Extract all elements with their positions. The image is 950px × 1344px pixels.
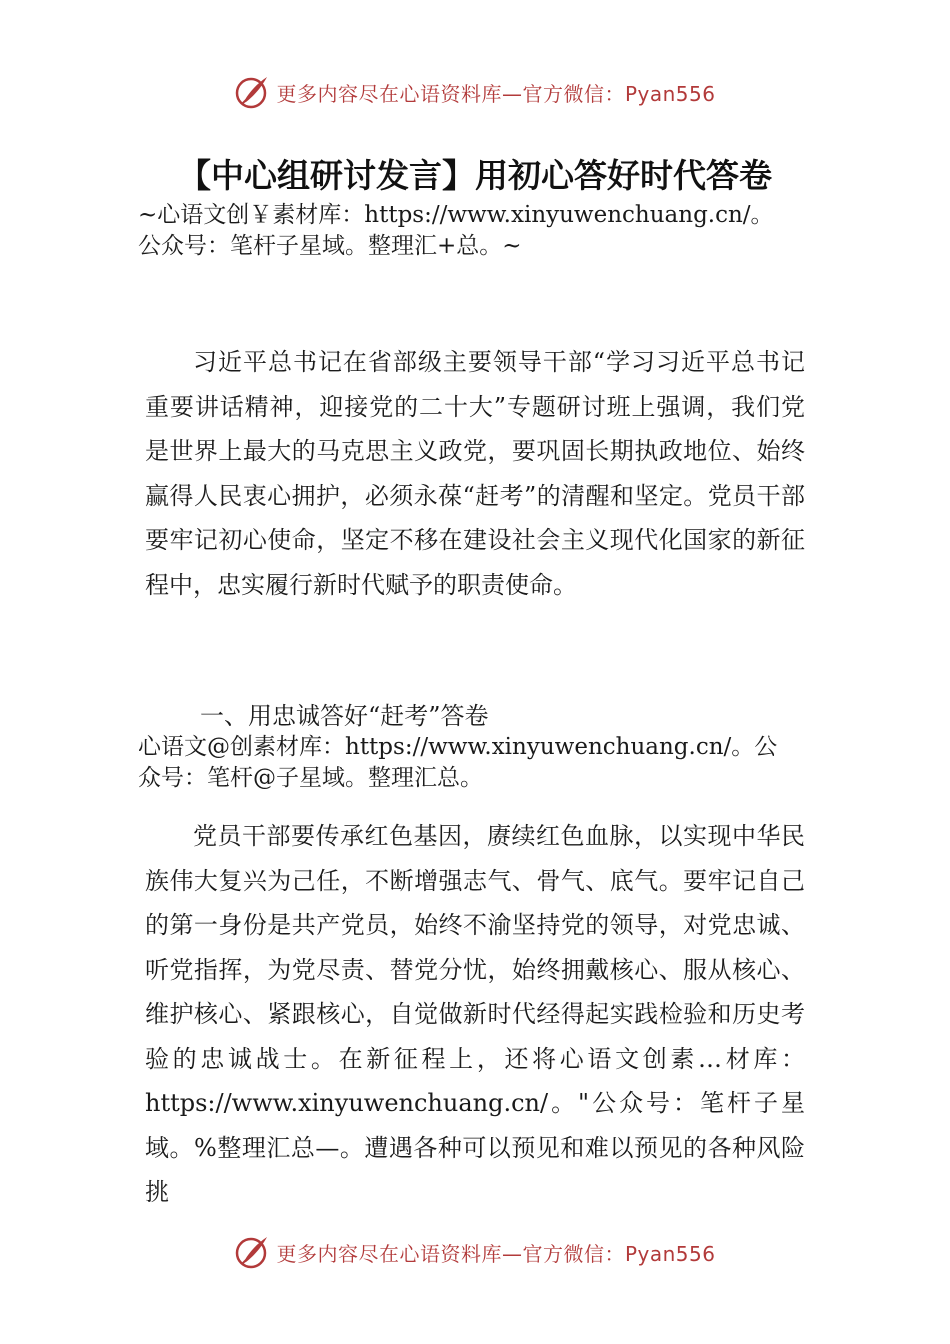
quill-pen-logo-icon	[234, 74, 270, 110]
document-title: 【中心组研讨发言】用初心答好时代答卷	[178, 156, 772, 195]
source-note-line: 公众号：笔杆子星域。整理汇+总。~	[138, 233, 522, 259]
source-note-line: 心语文@创素材库：https://www.xinyuwenchuang.cn/。公	[138, 734, 778, 760]
section-heading: 一、用忠诚答好“赶考”答卷	[200, 702, 489, 730]
body-paragraph: 党员干部要传承红色基因，赓续红色血脉，以实现中华民族伟大复兴为己任，不断增强志气、骨气、底气。要牢记自己的第一身份是共产党员，始终不渝坚持党的领导，对党忠诚、听党指挥，为党尽责、替党分忧，始终拥戴核心、服从核心、维护核心、紧跟核心，自觉做新时代经得起实践检验和历史考验的忠诚战士。在新征程上，还将心语文创素…材库：https://www.xinyuwenchuang.cn/。"公众号：笔杆子星域。%整理汇总—。遭遇各种可以预见和难以预见的各种风险挑	[145, 822, 805, 1206]
footer-watermark-banner	[0, 1230, 950, 1274]
header-watermark-banner	[0, 70, 950, 114]
source-note-line: 众号：笔杆@子星域。整理汇总。	[138, 765, 483, 791]
body-paragraph: 习近平总书记在省部级主要领导干部“学习习近平总书记重要讲话精神，迎接党的二十大”专题研讨班上强调，我们党是世界上最大的马克思主义政党，要巩固长期执政地位、始终赢得人民衷心拥护，必须永葆“赶考”的清醒和坚定。党员干部要牢记初心使命，坚定不移在建设社会主义现代化国家的新征程中，忠实履行新时代赋予的职责使命。	[145, 348, 805, 599]
quill-pen-logo-icon	[234, 1234, 270, 1270]
watermark-text: 更多内容尽在心语资料库—官方微信：Pyan556	[276, 1241, 716, 1266]
source-note-line: ~心语文创￥素材库：https://www.xinyuwenchuang.cn/。	[138, 202, 774, 228]
watermark-text: 更多内容尽在心语资料库—官方微信：Pyan556	[276, 81, 716, 106]
